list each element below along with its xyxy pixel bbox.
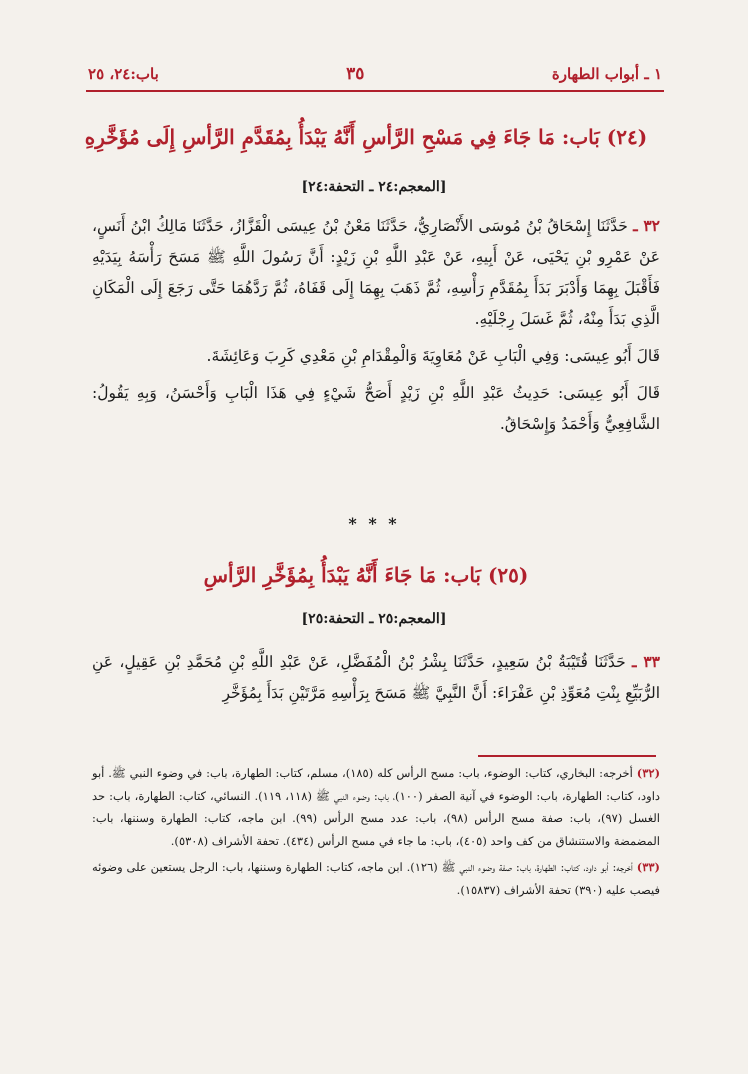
hadith-33-paragraph [92,646,660,709]
section-separator: * * * [348,514,400,533]
footnote-32 [92,762,660,852]
page-number: ٣٥ [346,64,365,84]
hadith-32-text: حَدَّثَنَا إِسْحَاقُ بْنُ مُوسَى الأَنْصَارِيُّ، حَدَّثَنَا مَعْنُ بْنُ عِيسَى الْقَزَّازُ، حَدَّثَنَا مَالِكُ ابْنُ أَنَسٍ، عَنْ عَمْرِو بْنِ يَحْيَى، عَنْ أَبِيهِ، عَنْ عَبْدِ اللَّهِ بْنِ زَيْدٍ: أَنَّ رَسُولَ اللَّهِ ﷺ مَسَحَ رَأْسَهُ بِيَدَيْهِ فَأَقْبَلَ بِهِمَا وَأَدْبَرَ بَدَأَ بِمُقَدَّمِ رَأْسِهِ، ثُمَّ ذَهَبَ بِهِمَا إِلَى قَفَاهُ، ثُمَّ رَدَّهُمَا حَتَّى رَجَعَ إِلَى الْمَكَانِ الَّذِي بَدَأَ مِنْهُ، ثُمَّ غَسَلَ رِجْلَيْهِ. [92,217,660,328]
hadith-32-block [92,210,660,440]
hadith-32-note-1: قَالَ أَبُو عِيسَى: وَفِي الْبَابِ عَنْ مُعَاوِيَةَ وَالْمِقْدَامِ بْنِ مَعْدِي كَرِبَ وَعَائِشَةَ. [206,347,660,365]
running-head-chapters: باب:٢٤، ٢٥ [88,65,159,83]
running-head [88,60,662,88]
footnote-32-number: (٣٢) [636,766,661,780]
hadith-33-block [92,646,660,709]
footnote-33-text: أخرجه: أبو داود، كتاب: الطهارة، باب: صفة وضوء النبي ﷺ (١٢٦). ابن ماجه، كتاب: الطهارة وسننها، باب: الرجل يستعين على وضوئه فيصب عليه (٣٩٠) تحفة الأشراف (١٥٨٣٧). [92,860,660,897]
hadith-32-paragraph [92,210,660,335]
chapter-25-title: (٢٥) بَاب: مَا جَاءَ أَنَّهُ يَبْدَأُ بِمُؤَخَّرِ الرَّأسِ [203,563,529,587]
header-rule [86,90,664,92]
chapter-24-reference: [المعجم:٢٤ ـ التحفة:٢٤] [301,179,447,195]
chapter-25-reference: [المعجم:٢٥ ـ التحفة:٢٥] [301,611,447,627]
footnotes [92,762,660,901]
hadith-32-number: ٣٢ ـ [633,216,660,235]
footnote-32-text: أخرجه: البخاري، كتاب: الوضوء، باب: مسح الرأس كله (١٨٥)، مسلم، كتاب: الطهارة، باب: في وضوء النبي ﷺ. أبو داود، كتاب: الطهارة، باب: الوضوء في آنية الصفر (١٠٠)، باب: وضوء النبي ﷺ (١١٨، ١١٩). النسائي، كتاب: الطهارة، باب: حد الغسل (٩٧)، باب: صفة مسح الرأس (٩٨)، باب: عدد مسح الرأس (٩٩). ابن ماجه، كتاب: الطهارة وسننها، باب: المضمضة والاستنشاق من كف واحد (٤٠٥)، باب: ما جاء في مسح الرأس (٤٣٤). تحفة الأشراف (٥٣٠٨). [92,766,661,848]
hadith-33-text: حَدَّثَنَا قُتَيْبَةُ بْنُ سَعِيدٍ، حَدَّثَنَا بِشْرُ بْنُ الْمُفَضَّلِ، عَنْ عَبْدِ اللَّهِ بْنِ مُحَمَّدِ بْنِ عَقِيلٍ، عَنِ الرُّبَيِّعِ بِنْتِ مُعَوِّذِ بْنِ عَفْرَاءَ: أَنَّ النَّبِيَّ ﷺ مَسَحَ بِرَأْسِهِ مَرَّتَيْنِ بَدَأَ بِمُؤَخَّرِ [92,653,660,702]
footnote-33 [92,856,660,901]
hadith-33-number: ٣٣ ـ [632,652,661,671]
running-head-section: ١ ـ أبواب الطهارة [551,65,662,83]
chapter-24-title: (٢٤) بَاب: مَا جَاءَ فِي مَسْحِ الرَّأسِ أَنَّهُ يَبْدَأُ بِمُقَدَّمِ الرَّأسِ إِلَى مُؤَخَّرِهِ [84,125,648,149]
footnote-rule [478,755,656,757]
hadith-32-note-2: قَالَ أَبُو عِيسَى: حَدِيثُ عَبْدِ اللَّهِ بْنِ زَيْدٍ أَصَحُّ شَيْءٍ فِي هَذَا الْبَابِ وَأَحْسَنُ، وَبِهِ يَقُولُ: الشَّافِعِيُّ وَأَحْمَدُ وَإِسْحَاقُ. [92,384,660,433]
footnote-33-number: (٣٣) [636,860,660,874]
